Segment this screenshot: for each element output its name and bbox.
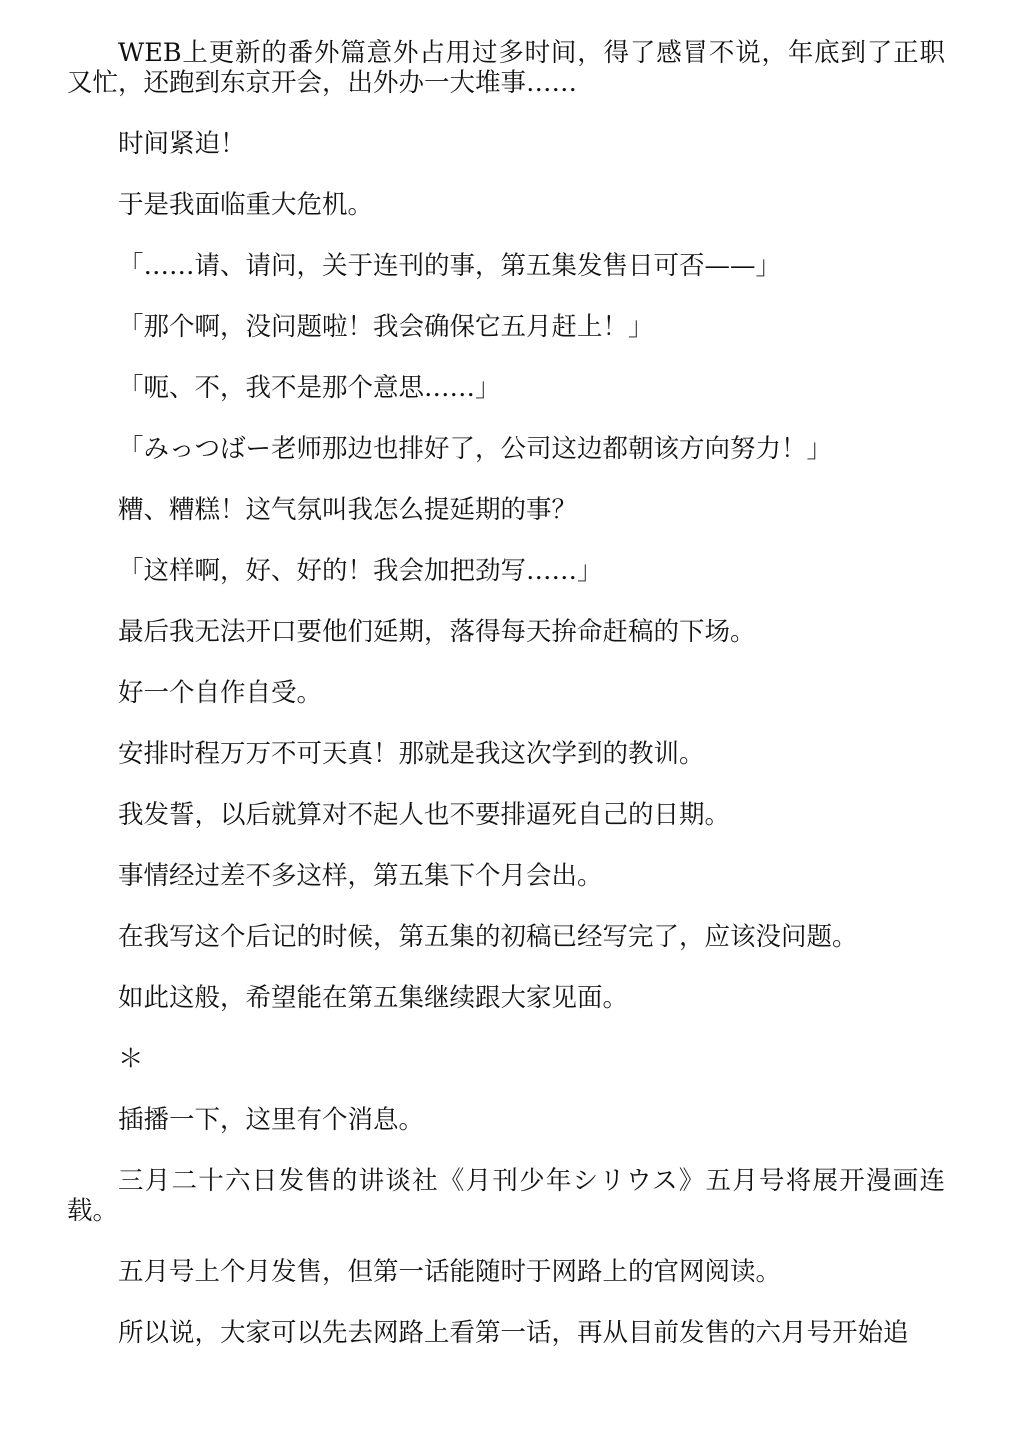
paragraph: 安排时程万万不可天真！那就是我这次学到的教训。 — [118, 739, 705, 769]
dialogue-line: 「呃、不，我不是那个意思……」 — [118, 373, 501, 403]
paragraph: 好一个自作自受。 — [118, 678, 323, 708]
paragraph: WEB上更新的番外篇意外占用过多时间，得了感冒不说，年底到了正职又忙，还跑到东京开会，出外办一大堆事…… — [67, 38, 945, 98]
dialogue-line: 「这样啊，好、好的！我会加把劲写……」 — [118, 556, 603, 586]
dialogue-line: 「那个啊，没问题啦！我会确保它五月赶上！」 — [118, 312, 654, 342]
paragraph: 所以说，大家可以先去网路上看第一话，再从目前发售的六月号开始追 — [118, 1318, 909, 1348]
paragraph: 时间紧迫！ — [118, 129, 246, 159]
paragraph: 糟、糟糕！这气氛叫我怎么提延期的事？ — [118, 495, 578, 525]
paragraph: 三月二十六日发售的讲谈社《月刊少年シリウス》五月号将展开漫画连载。 — [67, 1166, 945, 1226]
paragraph: 如此这般，希望能在第五集继续跟大家见面。 — [118, 983, 629, 1013]
paragraph: 插播一下，这里有个消息。 — [118, 1105, 425, 1135]
paragraph: 最后我无法开口要他们延期，落得每天拚命赶稿的下场。 — [118, 617, 756, 647]
paragraph: 五月号上个月发售，但第一话能随时于网路上的官网阅读。 — [118, 1257, 782, 1287]
document-body — [67, 38, 945, 1379]
paragraph: 于是我面临重大危机。 — [118, 190, 374, 220]
paragraph: 事情经过差不多这样，第五集下个月会出。 — [118, 861, 603, 891]
paragraph: 在我写这个后记的时候，第五集的初稿已经写完了，应该没问题。 — [118, 922, 858, 952]
paragraph: 我发誓，以后就算对不起人也不要排逼死自己的日期。 — [118, 800, 731, 830]
dialogue-line: 「みっつばー老师那边也排好了，公司这边都朝该方向努力！」 — [118, 434, 833, 464]
dialogue-line: 「……请、请问，关于连刊的事，第五集发售日可否——」 — [118, 251, 782, 281]
section-separator: ＊ — [118, 1044, 144, 1074]
